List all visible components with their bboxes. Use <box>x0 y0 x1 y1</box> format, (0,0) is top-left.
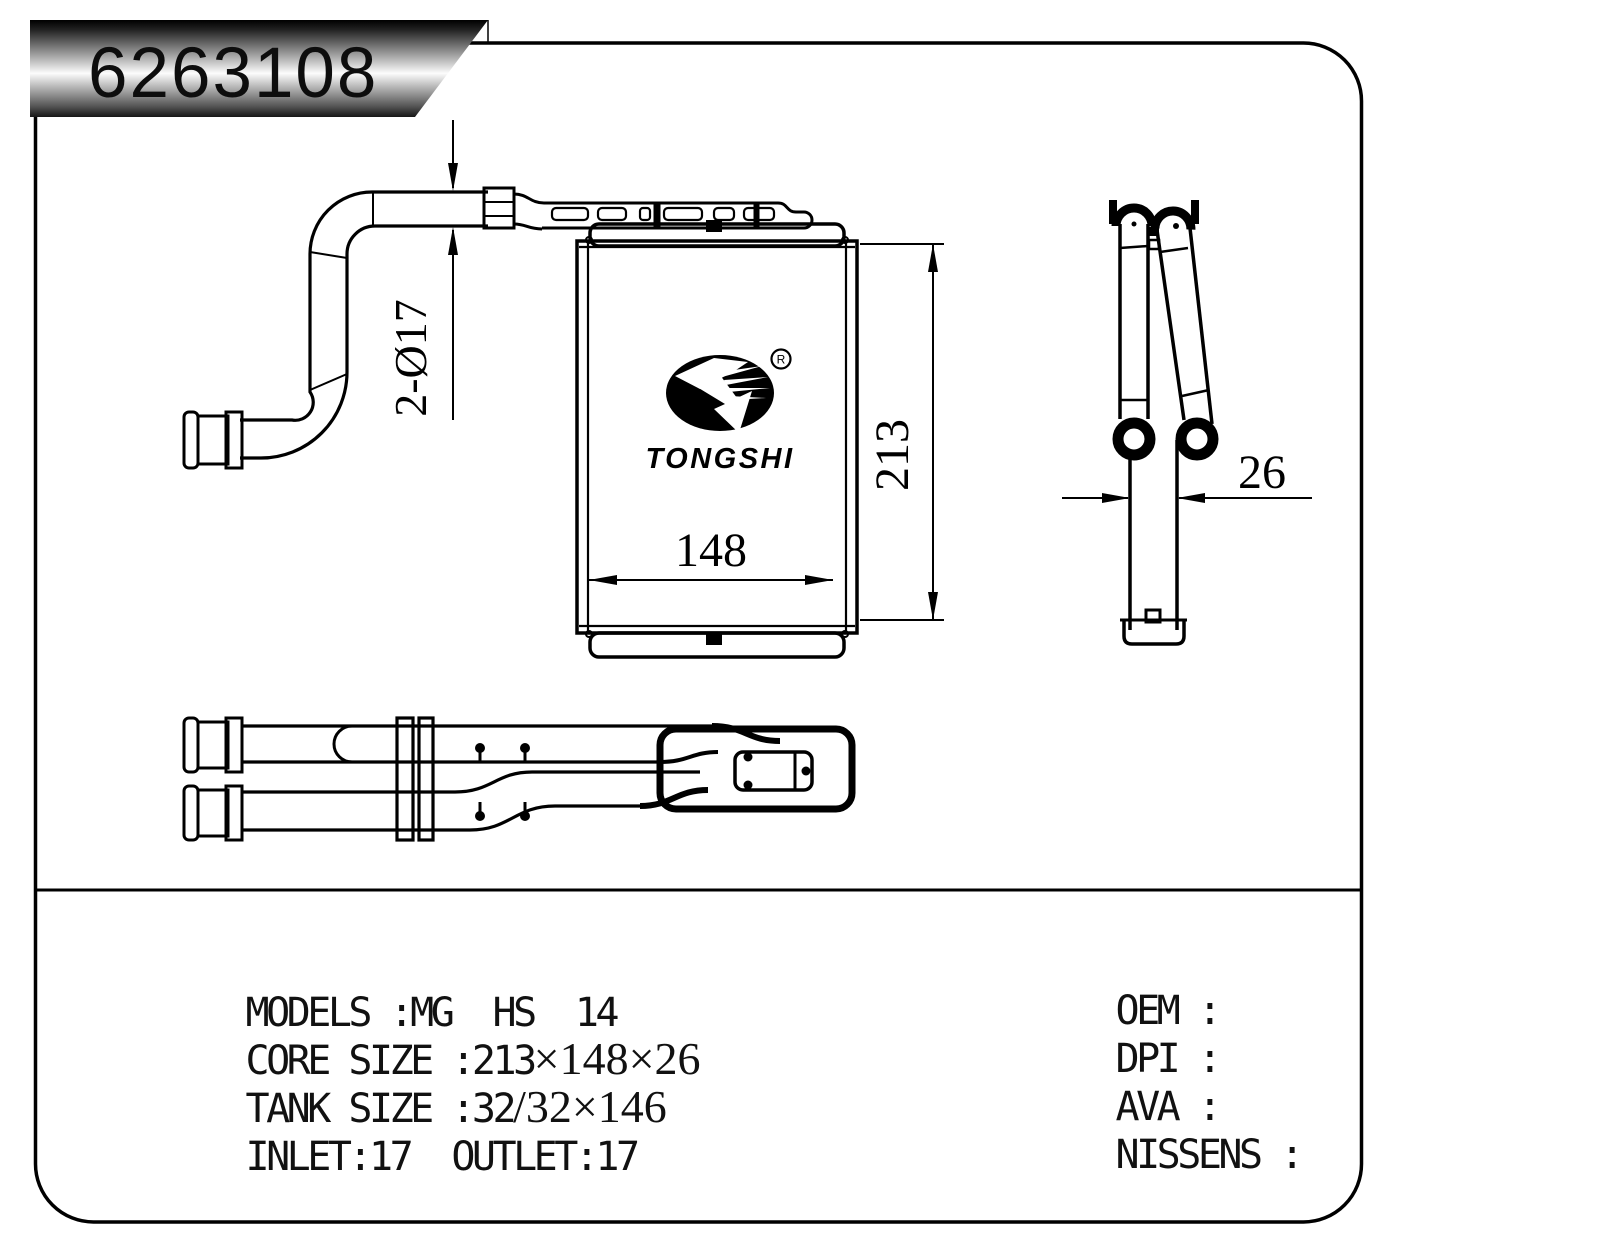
spec-oem-text: OEM : <box>1115 988 1219 1034</box>
spec-inlet-outlet <box>122 1086 637 1226</box>
front-view <box>577 220 857 657</box>
bottom-view <box>184 718 852 840</box>
brand-name: TONGSHI <box>645 443 795 475</box>
spec-nissens <box>992 1086 1301 1224</box>
core-height-label: 213 <box>866 419 919 491</box>
spec-nissens-text: NISSENS : <box>1115 1132 1301 1178</box>
spec-tank-size-text: TANK SIZE :32 <box>245 1086 514 1132</box>
pipe-ring <box>1118 423 1150 455</box>
core-width-label: 148 <box>675 524 747 577</box>
rail-slots <box>552 208 774 220</box>
part-number-banner <box>30 20 488 117</box>
dimension-pipe-diameter <box>385 120 458 420</box>
part-number: 6263108 <box>88 34 379 113</box>
tank-outline <box>660 729 852 809</box>
spec-core-size-text: CORE SIZE :213 <box>245 1038 534 1084</box>
spec-ava-text: AVA : <box>1115 1084 1219 1130</box>
spec-models-text: MODELS :MG HS 14 <box>245 990 616 1036</box>
spec-dpi-text: DPI : <box>1115 1036 1219 1082</box>
brand-logo <box>645 350 794 476</box>
pipe-ring <box>1181 423 1213 455</box>
pipe-diameter-label: 2-Ø17 <box>385 299 436 417</box>
spec-inlet-outlet-text: INLET:17 OUTLET:17 <box>245 1134 637 1180</box>
dimension-core-width <box>589 524 833 585</box>
registered-trademark-letter: R <box>776 352 786 367</box>
dimension-core-height <box>860 244 944 620</box>
side-view <box>1109 200 1213 644</box>
spec-tank-size: TANK SIZE :32/32×146 <box>245 1081 667 1132</box>
core-depth-label: 26 <box>1238 446 1286 499</box>
inlet-fitting <box>184 412 242 468</box>
spec-core-size: CORE SIZE :213×148×26 <box>245 1033 701 1084</box>
